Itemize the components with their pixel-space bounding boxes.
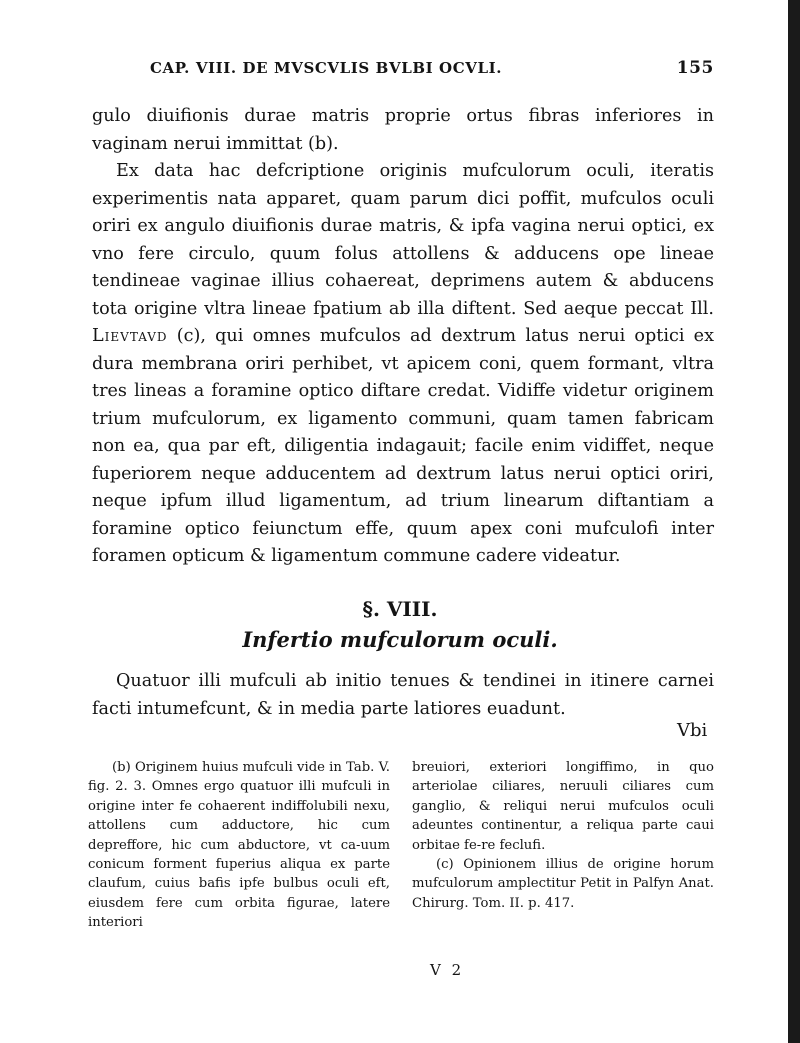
section-title: Infertio mufculorum oculi. [242, 627, 558, 652]
page-number: 155 [676, 58, 714, 78]
author-name: Lievtavd [92, 326, 168, 346]
main-text [92, 103, 714, 571]
signature-mark: V 2 [430, 961, 465, 979]
paragraph-2-part-b: (c), qui omnes mufculos ad dextrum latus nerui optici ex dura membrana oriri perhibet, vt apicem coni, quem formant, vltra tres lineas a foramine optico diftare credat. Vidiffe videtur originem trium mufculorum, ex ligamento communi, quam tamen fabricam non ea, qua par eft, diligentia indagauit; facile enim vidiffet, neque fuperiorem neque adducentem ad dextrum latus nerui optici oriri, neque ipfum illud ligamentum, ad trium linearum diftantiam a foramine optico feiunctum effe, quum apex coni mufculofi inter foramen opticum & ligamentum commune cadere videatur. [92, 326, 714, 566]
footnote-column-left [88, 758, 390, 933]
section-text [92, 668, 714, 723]
catchword: Vbi [677, 720, 708, 741]
section-number: §. VIII. [362, 597, 438, 621]
footnote-column-right [412, 758, 714, 913]
paragraph-2-part-a: Ex data hac defcriptione originis mufculorum oculi, iteratis experimentis nata apparet, quam parum dici poffit, mufculos oculi oriri ex angulo diuifionis durae matris, & ipfa vagina nerui optici, ex vno fere circulo, quum folus attollens & adducens ope lineae tendineae vaginae illius cohaereat, deprimens autem & abducens tota origine vltra lineae fpatium ab illa diftent. Sed aeque peccat Ill. [92, 161, 714, 319]
scan-edge [788, 0, 800, 1043]
running-title: CAP. VIII. DE MVSCVLIS BVLBI OCVLI. [150, 59, 503, 77]
section-paragraph: Quatuor illi mufculi ab initio tenues & tendinei in itinere carnei facti intumefcunt, & in media parte latiores euadunt. [92, 671, 714, 719]
footnote-b: (b) Originem huius mufculi vide in Tab. V. fig. 2. 3. Omnes ergo quatuor illi mufculi in origine inter fe cohaerent indiffolubili nexu, attollens cum adductore, hic cum depreffore, hic cum abductore, vt ca-uum conicum forment fuperius aliqua ex parte claufum, cuius bafis ipfe bulbus oculi eft, eiusdem fere cum orbita figurae, latere interiori [88, 760, 390, 931]
paragraph-2 [92, 158, 714, 571]
footnote-c: (c) Opinionem illius de origine horum mufculorum amplectitur Petit in Palfyn Anat. Chirurg. Tom. II. p. 417. [412, 857, 714, 911]
running-header [150, 58, 714, 78]
paragraph-1: gulo diuifionis durae matris proprie ortus fibras inferiores in vaginam nerui immittat (b). [92, 106, 714, 154]
footnote-b-continued: breuiori, exteriori longiffimo, in quo arteriolae ciliares, neruuli ciliares cum ganglio, & reliqui nerui mufculos oculi adeuntes continentur, a reliqua parte caui orbitae fe-re feclufi. [412, 760, 714, 853]
